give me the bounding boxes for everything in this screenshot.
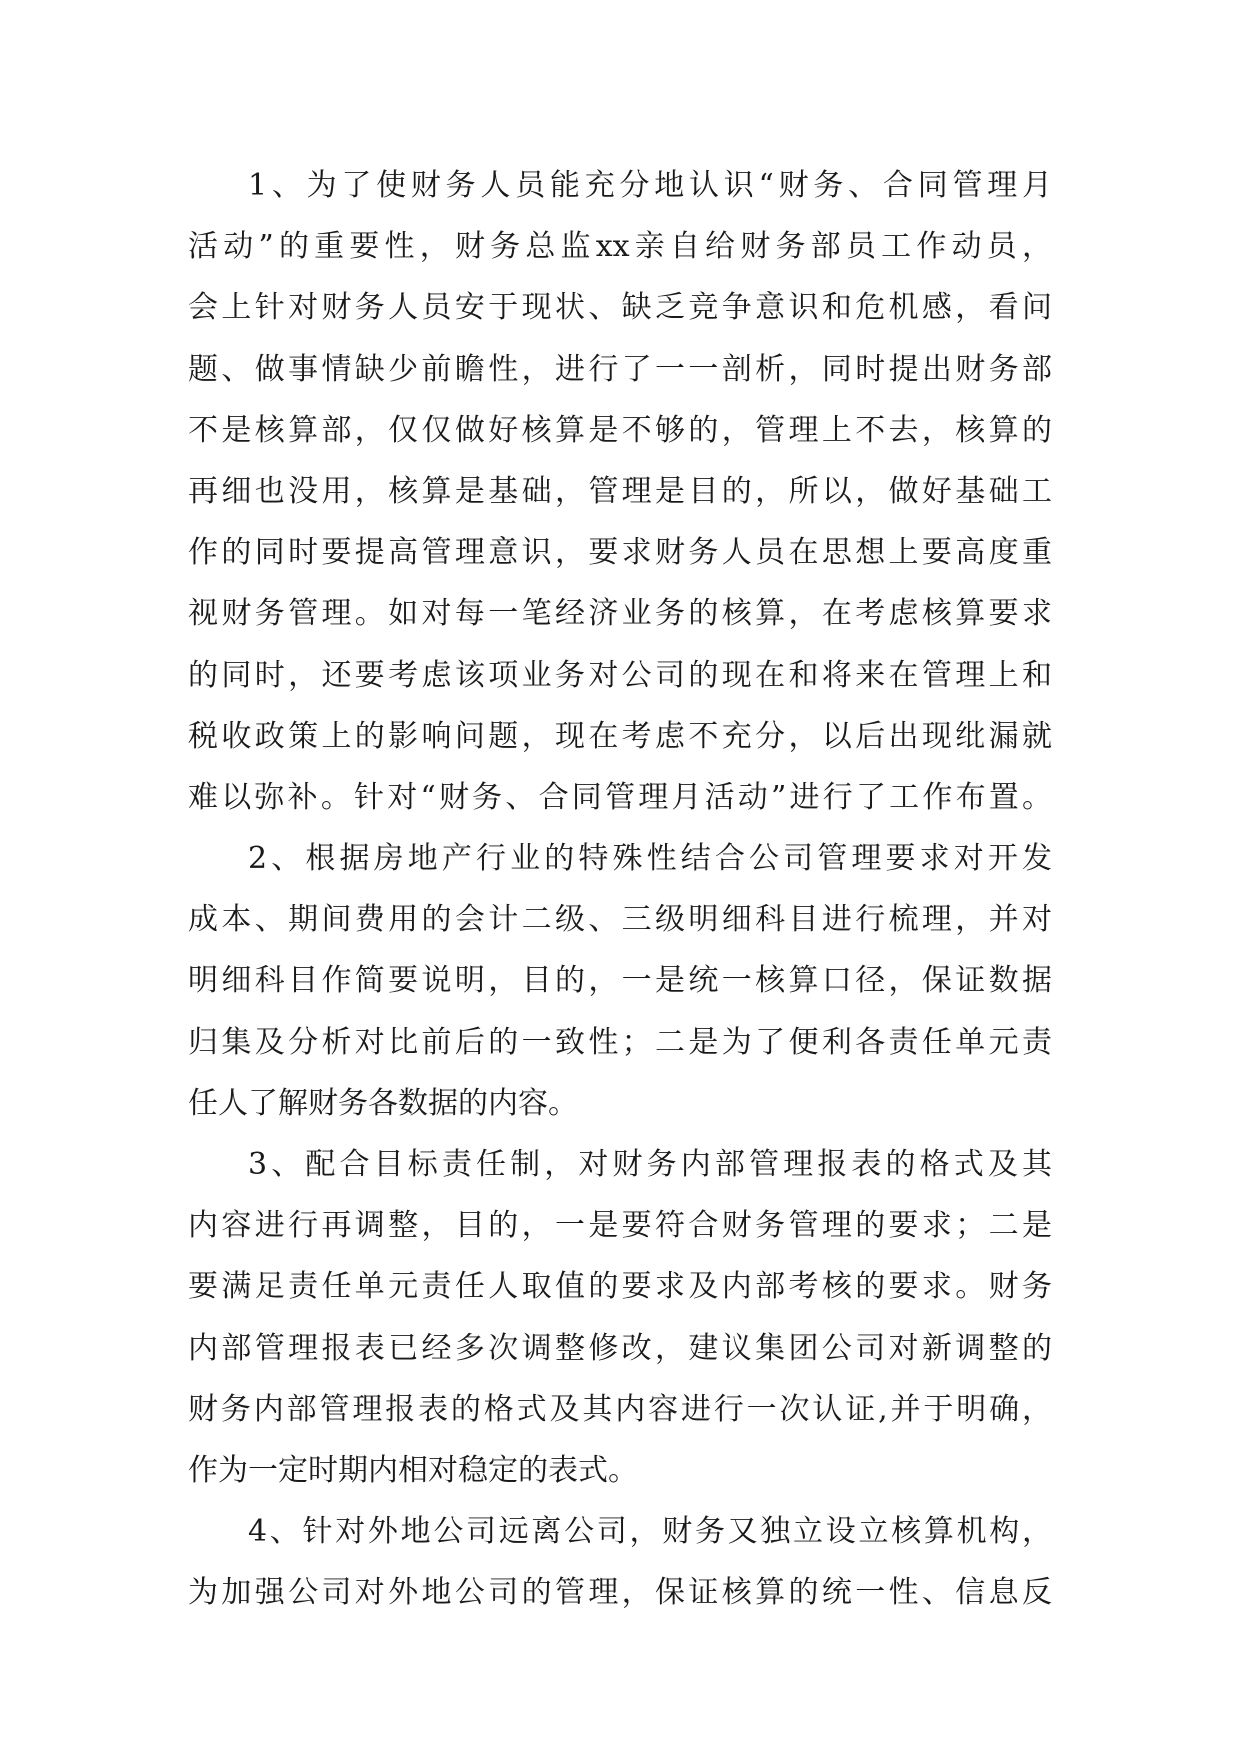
paragraph-2: [188, 828, 1052, 1134]
text-line: 会上针对财务人员安于现状、缺乏竞争意识和危机感，看问: [188, 290, 1052, 326]
text-line: 活动”的重要性，财务总监xx亲自给财务部员工作动员，: [188, 229, 1052, 265]
text-line: 为加强公司对外地公司的管理，保证核算的统一性、信息反: [188, 1575, 1052, 1611]
text-line: 的同时，还要考虑该项业务对公司的现在和将来在管理上和: [188, 657, 1052, 693]
text-line: 视财务管理。如对每一笔经济业务的核算，在考虑核算要求: [188, 596, 1052, 632]
text-line: 财务内部管理报表的格式及其内容进行一次认证,并于明确，: [188, 1391, 1052, 1427]
text-line: 3、配合目标责任制，对财务内部管理报表的格式及其: [248, 1147, 1052, 1182]
text-line: 内容进行再调整，目的，一是要符合财务管理的要求；二是: [188, 1208, 1052, 1244]
document-body: [188, 155, 1052, 1624]
text-line: 成本、期间费用的会计二级、三级明细科目进行梳理，并对: [188, 902, 1052, 938]
text-line: 内部管理报表已经多次调整修改，建议集团公司对新调整的: [188, 1330, 1052, 1366]
text-line: 明细科目作简要说明，目的，一是统一核算口径，保证数据: [188, 963, 1052, 999]
text-line: 2、根据房地产行业的特殊性结合公司管理要求对开发: [248, 841, 1052, 877]
paragraph-4: [188, 1501, 1052, 1623]
text-line: 作的同时要提高管理意识，要求财务人员在思想上要高度重: [188, 535, 1052, 571]
text-line: 难以弥补。针对“财务、合同管理月活动”进行了工作布置。: [188, 779, 1052, 815]
text-line: 要满足责任单元责任人取值的要求及内部考核的要求。财务: [188, 1269, 1052, 1305]
text-line: 税收政策上的影响问题，现在考虑不充分，以后出现纰漏就: [188, 718, 1052, 754]
text-line: 作为一定时期内相对稳定的表式。: [188, 1452, 638, 1488]
text-line: 归集及分析对比前后的一致性；二是为了便利各责任单元责: [188, 1024, 1052, 1060]
text-line: 再细也没用，核算是基础，管理是目的，所以，做好基础工: [188, 473, 1052, 509]
text-line: 不是核算部，仅仅做好核算是不够的，管理上不去，核算的: [188, 412, 1052, 448]
text-line: 1、为了使财务人员能充分地认识“财务、合同管理月: [248, 168, 1052, 203]
text-line: 4、针对外地公司远离公司，财务又独立设立核算机构，: [248, 1514, 1052, 1550]
text-line: 任人了解财务各数据的内容。: [188, 1085, 578, 1121]
paragraph-1: [188, 155, 1052, 828]
paragraph-3: [188, 1134, 1052, 1501]
text-line: 题、做事情缺少前瞻性，进行了一一剖析，同时提出财务部: [188, 351, 1052, 387]
